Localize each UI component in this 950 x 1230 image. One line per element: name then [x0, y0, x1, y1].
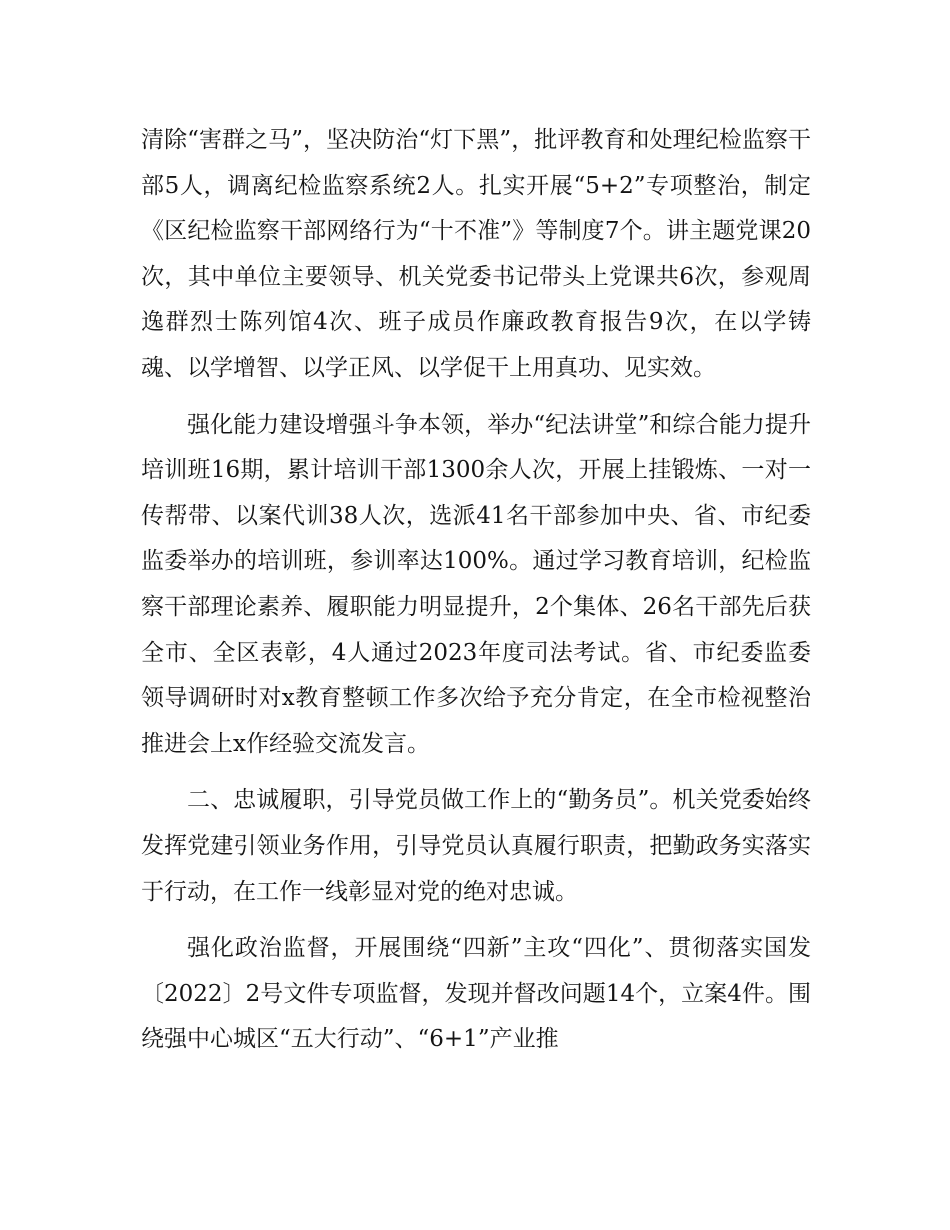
paragraph-section-two-heading: 二、忠诚履职，引导党员做工作上的“勤务员”。机关党委始终发挥党建引领业务作用，引导党员认真履行职责，把勤政务实落实于行动，在工作一线彰显对党的绝对忠诚。: [141, 787, 811, 905]
document-page: [141, 118, 811, 1063]
paragraph-discipline-cleanup: 清除“害群之马”，坚决防治“灯下黑”，批评教育和处理纪检监察干部5人，调离纪检监察系统2人。扎实开展“5+2”专项整治，制定《区纪检监察干部网络行为“十不准”》等制度7个。讲主题党课20次，其中单位主要领导、机关党委书记带头上党课共6次，参观周逸群烈士陈列馆4次、班子成员作廉政教育报告9次，在以学铸魂、以学增智、以学正风、以学促干上用真功、见实效。: [141, 127, 811, 381]
paragraph-political-supervision: 强化政治监督，开展围绕“四新”主攻“四化”、贯彻落实国发〔2022〕2号文件专项监督，发现并督改问题14个，立案4件。围绕强中心城区“五大行动”、“6+1”产业推: [141, 935, 811, 1053]
paragraph-capacity-building: 强化能力建设增强斗争本领，举办“纪法讲堂”和综合能力提升培训班16期，累计培训干部1300余人次，开展上挂锻炼、一对一传帮带、以案代训38人次，选派41名干部参加中央、省、市纪委监委举办的培训班，参训率达100%。通过学习教育培训，纪检监察干部理论素养、履职能力明显提升，2个集体、26名干部先后获全市、全区表彰，4人通过2023年度司法考试。省、市纪委监委领导调研时对x教育整顿工作多次给予充分肯定，在全市检视整治推进会上x作经验交流发言。: [141, 411, 811, 757]
